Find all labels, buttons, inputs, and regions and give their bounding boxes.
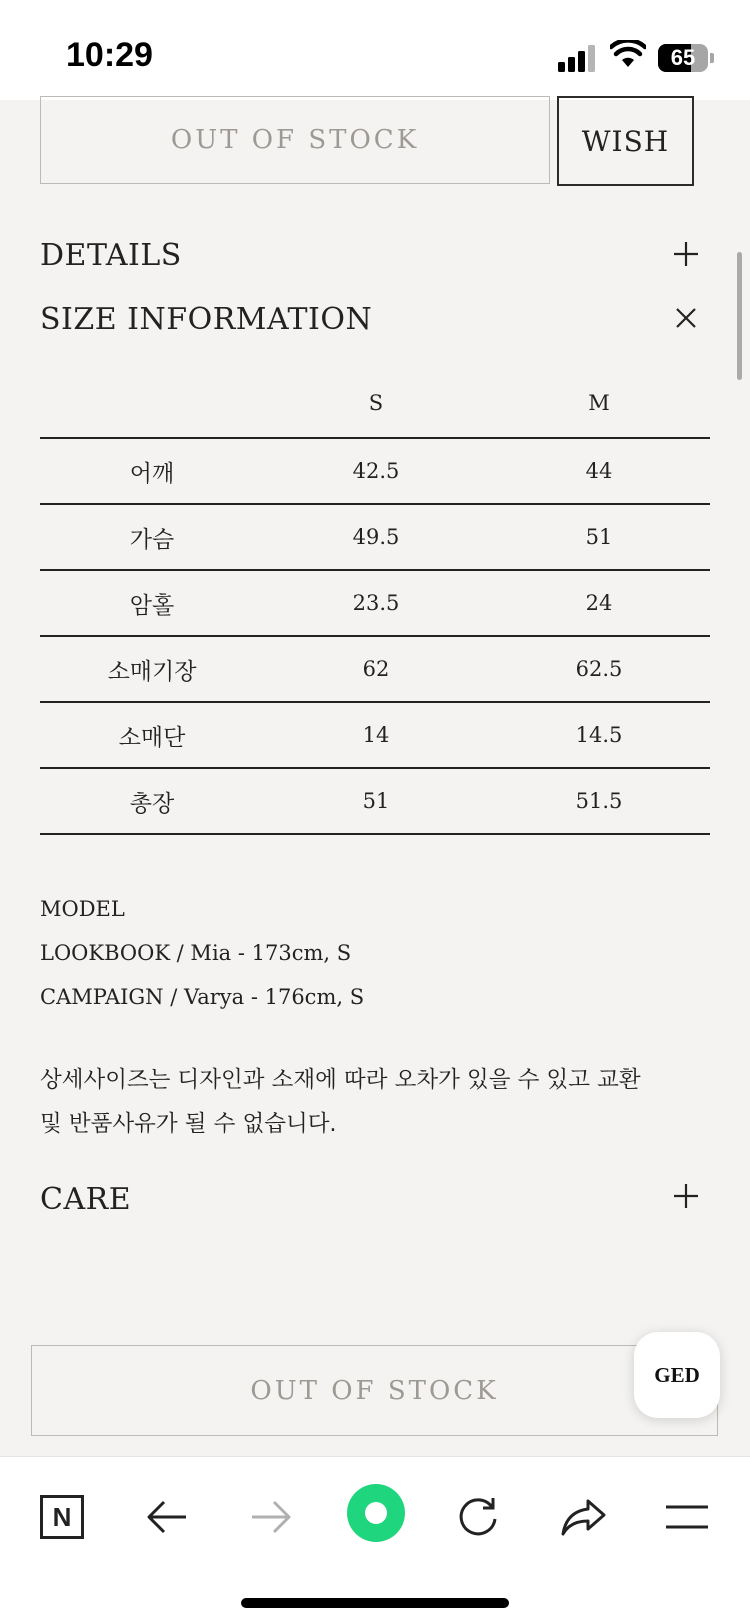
- size-s-value: 14: [362, 723, 390, 747]
- battery-level: 65: [670, 45, 696, 70]
- naver-logo-icon: N: [40, 1495, 84, 1539]
- measure-label: 총장: [129, 790, 175, 817]
- table-row: [40, 439, 710, 505]
- battery-icon: [658, 44, 708, 72]
- model-lookbook: LOOKBOOK / Mia - 173cm, S: [40, 941, 352, 965]
- details-section-title[interactable]: DETAILS: [40, 238, 182, 273]
- table-row: [40, 571, 710, 637]
- size-s-value: 23.5: [352, 591, 400, 615]
- size-s-value: 42.5: [352, 459, 400, 483]
- cellular-signal-icon: [558, 44, 598, 72]
- size-s-value: 62: [362, 657, 390, 681]
- notice-line: 및 반품사유가 될 수 없습니다.: [40, 1111, 337, 1137]
- size-m-value: 44: [585, 459, 613, 483]
- status-time: 10:29: [66, 36, 153, 74]
- battery-cap: [710, 53, 714, 63]
- size-m-value: 62.5: [575, 657, 623, 681]
- plus-icon[interactable]: [666, 234, 706, 274]
- model-info: [40, 887, 364, 1019]
- status-bar: [0, 0, 750, 100]
- out-of-stock-button-bottom[interactable]: OUT OF STOCK: [31, 1345, 718, 1436]
- wifi-icon: [610, 40, 646, 68]
- header-cell-m: M: [588, 391, 610, 415]
- arrow-left-icon[interactable]: [137, 1487, 197, 1547]
- header-cell-s: S: [368, 391, 384, 415]
- close-icon[interactable]: [666, 298, 706, 338]
- model-heading: MODEL: [40, 897, 125, 921]
- green-circle-icon[interactable]: [344, 1481, 408, 1545]
- size-table-header: [40, 385, 710, 439]
- scrollbar[interactable]: [737, 252, 742, 380]
- model-campaign: CAMPAIGN / Varya - 176cm, S: [40, 985, 365, 1009]
- floating-ged-button[interactable]: GED: [634, 1332, 720, 1418]
- size-s-value: 51: [362, 789, 390, 813]
- measure-label: 소매기장: [107, 658, 197, 685]
- reload-icon[interactable]: [448, 1487, 508, 1547]
- menu-icon[interactable]: [657, 1487, 717, 1547]
- notice-line: 상세사이즈는 디자인과 소재에 따라 오차가 있을 수 있고 교환: [40, 1067, 641, 1093]
- measure-label: 소매단: [118, 724, 186, 751]
- measure-label: 가슴: [129, 526, 175, 553]
- size-table: [40, 385, 710, 835]
- table-row: [40, 703, 710, 769]
- table-row: [40, 505, 710, 571]
- measure-label: 암홀: [129, 592, 175, 619]
- care-section-title[interactable]: CARE: [40, 1182, 132, 1217]
- share-icon[interactable]: [553, 1487, 613, 1547]
- size-m-value: 14.5: [575, 723, 623, 747]
- size-notice: [40, 1058, 710, 1146]
- naver-home-button[interactable]: [32, 1487, 92, 1547]
- size-m-value: 51: [585, 525, 613, 549]
- table-row: [40, 637, 710, 703]
- plus-icon[interactable]: [666, 1176, 706, 1216]
- size-m-value: 24: [585, 591, 613, 615]
- out-of-stock-button[interactable]: OUT OF STOCK: [40, 96, 550, 184]
- arrow-right-icon[interactable]: [241, 1487, 301, 1547]
- size-m-value: 51.5: [575, 789, 623, 813]
- home-indicator: [241, 1598, 509, 1608]
- table-row: [40, 769, 710, 835]
- size-s-value: 49.5: [352, 525, 400, 549]
- measure-label: 어깨: [129, 460, 175, 487]
- size-information-section-title[interactable]: SIZE INFORMATION: [40, 302, 373, 337]
- wish-button[interactable]: WISH: [557, 96, 694, 186]
